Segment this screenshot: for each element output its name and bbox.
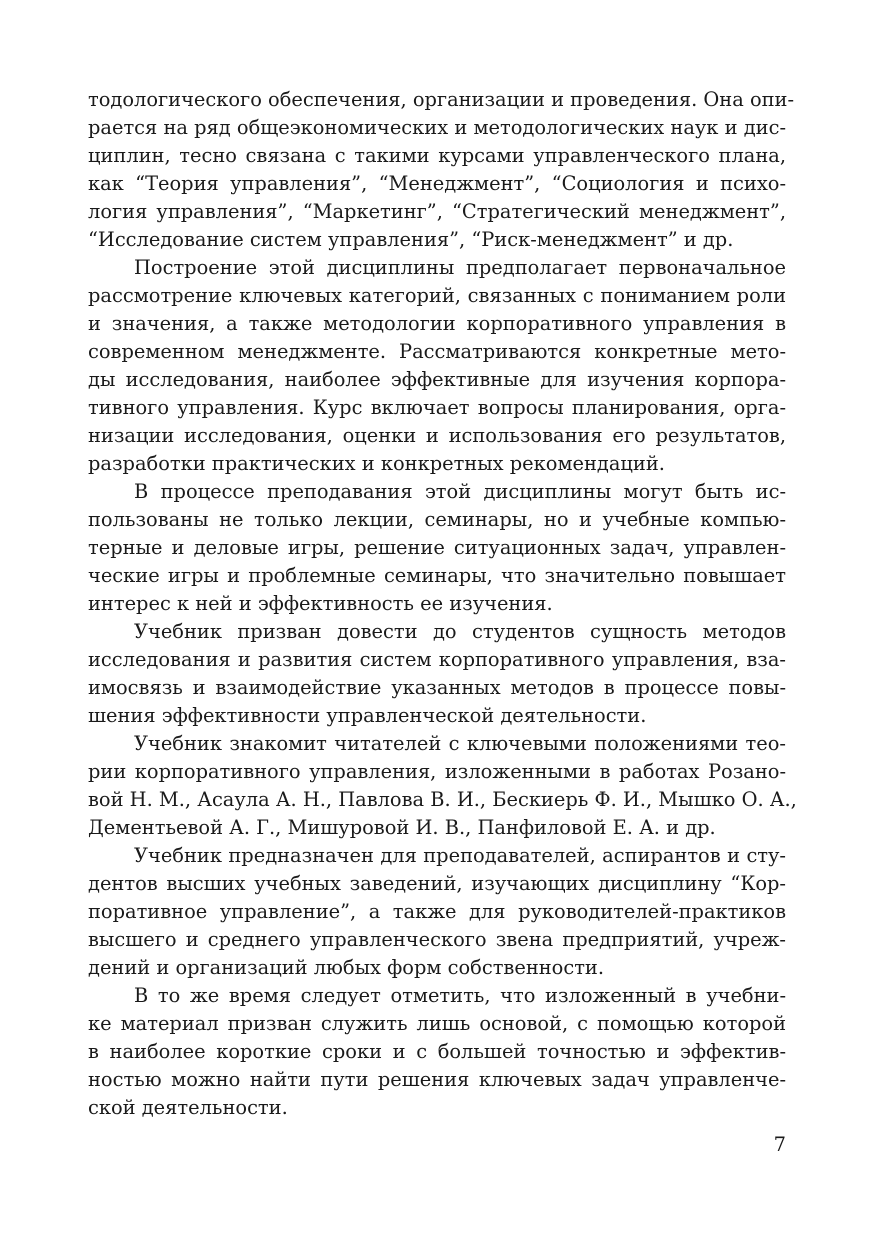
page-body <box>88 86 797 1122</box>
text-line: рается на ряд общеэкономических и методологических наук и дис- <box>88 116 786 139</box>
text-line: Учебник знакомит читателей с ключевыми положениями тео- <box>134 732 786 755</box>
text-line: “Исследование систем управления”, “Риск-менеджмент” и др. <box>88 228 734 251</box>
text-line: ческие игры и проблемные семинары, что значительно повышает <box>88 564 786 587</box>
text-line: поративное управление”, а также для руководителей-практиков <box>88 900 786 923</box>
text-line: Учебник предназначен для преподавателей, аспирантов и сту- <box>134 844 786 867</box>
text-line: высшего и среднего управленческого звена предприятий, учреж- <box>88 928 786 951</box>
text-line: ке материал призван служить лишь основой, с помощью которой <box>88 1012 786 1035</box>
text-line: шения эффективности управленческой деятельности. <box>88 704 647 727</box>
text-line: современном менеджменте. Рассматриваются конкретные мето- <box>88 340 786 363</box>
text-line: дений и организаций любых форм собственности. <box>88 956 605 979</box>
text-line: В то же время следует отметить, что изложенный в учебни- <box>134 984 786 1007</box>
paragraph-6 <box>88 842 786 982</box>
text-line: Учебник призван довести до студентов сущность методов <box>134 620 786 643</box>
text-line: исследования и развития систем корпоративного управления, вза- <box>88 648 786 671</box>
text-line: терные и деловые игры, решение ситуационных задач, управлен- <box>88 536 786 559</box>
text-line: В процессе преподавания этой дисциплины могут быть ис- <box>134 480 786 503</box>
text-line: разработки практических и конкретных рекомендаций. <box>88 452 665 475</box>
text-line: дентов высших учебных заведений, изучающих дисциплину “Кор- <box>88 872 786 895</box>
text-line: низации исследования, оценки и использования его результатов, <box>88 424 786 447</box>
text-line: рассмотрение ключевых категорий, связанных с пониманием роли <box>88 284 786 307</box>
paragraph-5 <box>88 730 797 842</box>
text-line: Построение этой дисциплины предполагает первоначальное <box>134 256 786 279</box>
paragraph-7 <box>88 982 786 1122</box>
paragraph-4 <box>88 618 786 730</box>
page-number: 7 <box>773 1133 786 1156</box>
text-line: тодологического обеспечения, организации и проведения. Она опи- <box>88 88 795 111</box>
text-line: в наиболее короткие сроки и с большей точностью и эффектив- <box>88 1040 786 1063</box>
text-line: вой Н. М., Асаула А. Н., Павлова В. И., Бескиерь Ф. И., Мышко О. А., <box>88 788 797 811</box>
text-line: Дементьевой А. Г., Мишуровой И. В., Панфиловой Е. А. и др. <box>88 816 716 839</box>
paragraph-1 <box>88 86 795 254</box>
text-line: и значения, а также методологии корпоративного управления в <box>88 312 786 335</box>
paragraph-3 <box>88 478 786 618</box>
text-line: интерес к ней и эффективность ее изучения. <box>88 592 553 615</box>
text-line: ностью можно найти пути решения ключевых задач управленче- <box>88 1068 786 1091</box>
text-line: циплин, тесно связана с такими курсами управленческого плана, <box>88 144 786 167</box>
text-line: тивного управления. Курс включает вопросы планирования, орга- <box>88 396 786 419</box>
text-line: логия управления”, “Маркетинг”, “Стратегический менеджмент”, <box>88 200 786 223</box>
text-line: рии корпоративного управления, изложенными в работах Розано- <box>88 760 786 783</box>
paragraph-2 <box>88 254 786 478</box>
text-line: пользованы не только лекции, семинары, но и учебные компью- <box>88 508 786 531</box>
text-line: ды исследования, наиболее эффективные для изучения корпора- <box>88 368 786 391</box>
text-line: как “Теория управления”, “Менеджмент”, “Социология и психо- <box>88 172 786 195</box>
text-line: имосвязь и взаимодействие указанных методов в процессе повы- <box>88 676 786 699</box>
text-line: ской деятельности. <box>88 1096 288 1119</box>
